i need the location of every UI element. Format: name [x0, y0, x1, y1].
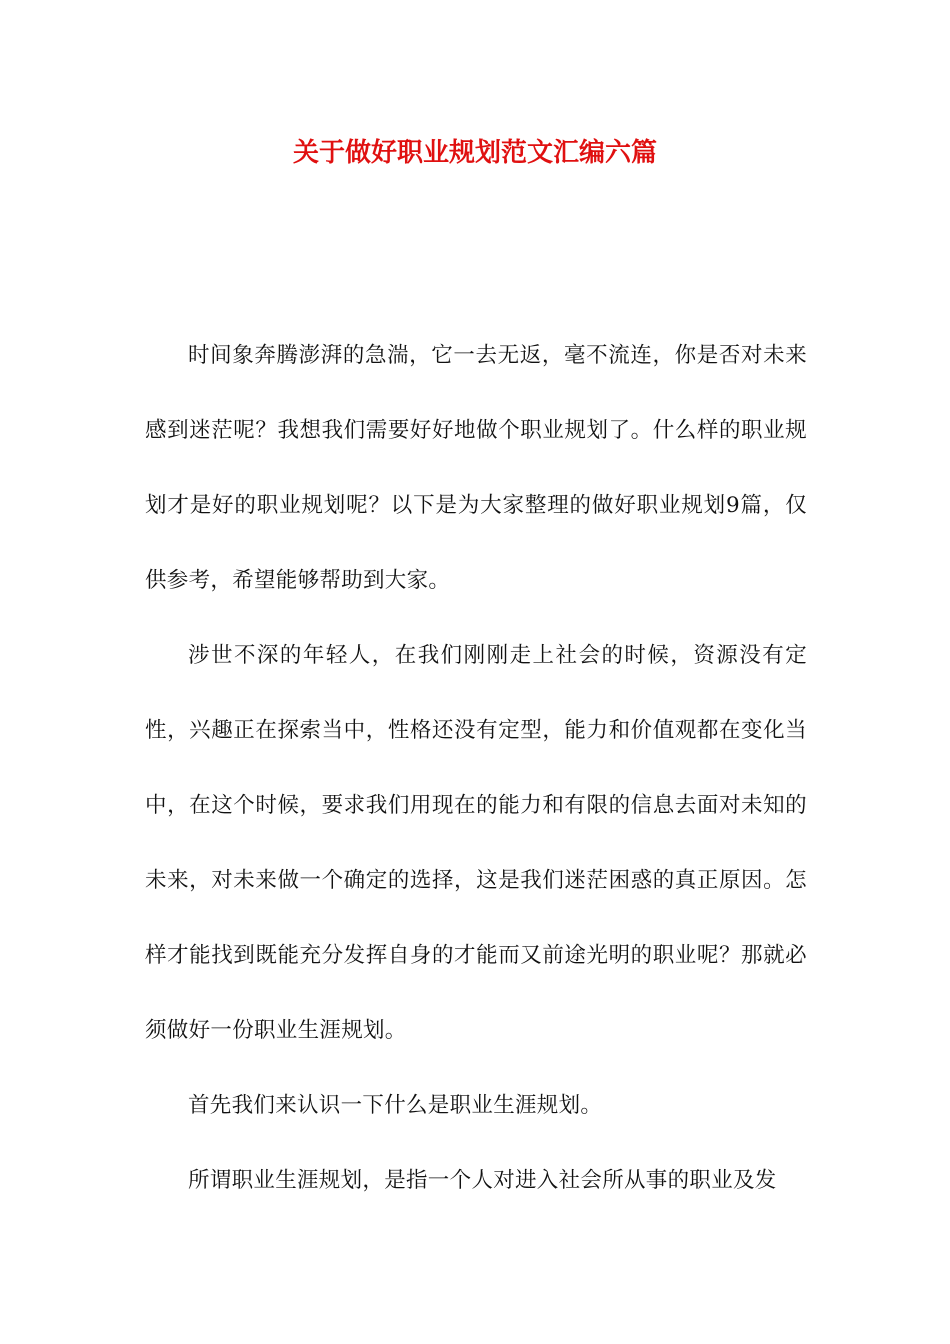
- paragraph-2: 涉世不深的年轻人，在我们刚刚走上社会的时候，资源没有定性，兴趣正在探索当中，性格还没有定型，能力和价值观都在变化当中，在这个时候，要求我们用现在的能力和有限的信息去面对未知的未来，对未来做一个确定的选择，这是我们迷茫困惑的真正原因。怎样才能找到既能充分发挥自身的才能而又前途光明的职业呢？那就必须做好一份职业生涯规划。: [145, 643, 807, 1043]
- paragraph-3: 首先我们来认识一下什么是职业生涯规划。: [188, 1093, 603, 1118]
- document-body: [145, 318, 807, 1218]
- paragraph-4: 所谓职业生涯规划，是指一个人对进入社会所从事的职业及发: [188, 1168, 777, 1193]
- paragraph-1: 时间象奔腾澎湃的急湍，它一去无返，毫不流连，你是否对未来感到迷茫呢？我想我们需要好好地做个职业规划了。什么样的职业规划才是好的职业规划呢？以下是为大家整理的做好职业规划9篇，仅供参考，希望能够帮助到大家。: [145, 343, 807, 593]
- document-title: 关于做好职业规划范文汇编六篇: [292, 138, 657, 168]
